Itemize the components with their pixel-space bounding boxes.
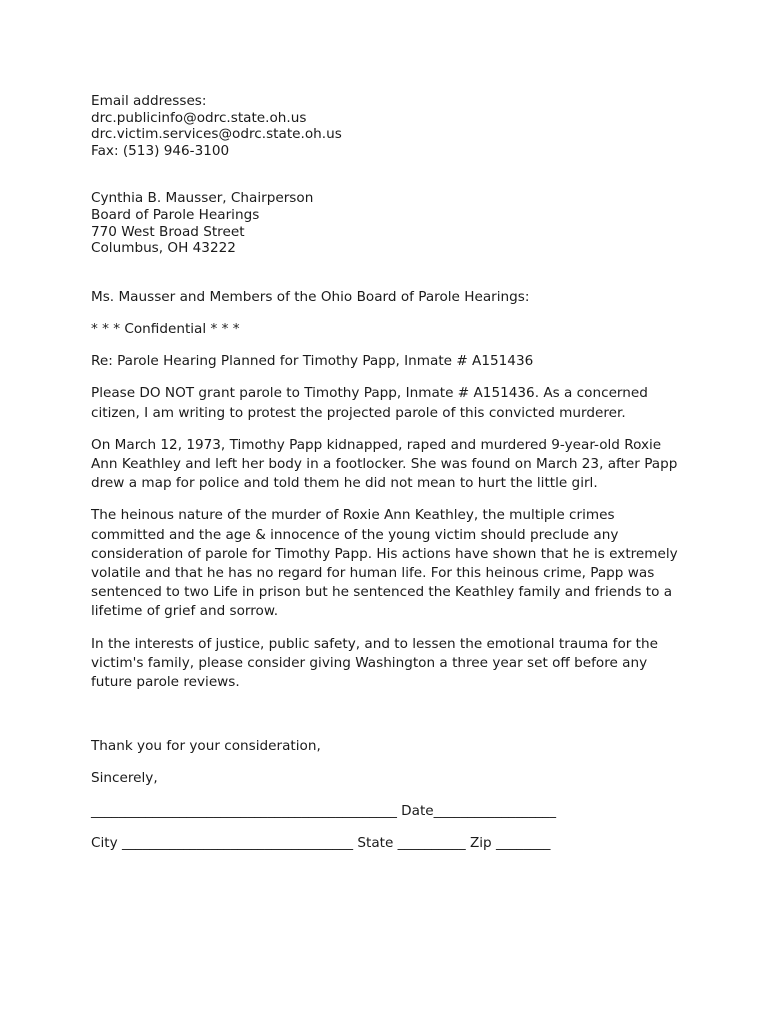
contact-info xyxy=(91,93,681,159)
recipient-name: Cynthia B. Mausser, Chairperson xyxy=(91,190,314,207)
email-address-publicinfo: drc.publicinfo@odrc.state.oh.us xyxy=(91,109,307,126)
subject-line: Re: Parole Hearing Planned for Timothy Papp, Inmate # A151436 xyxy=(91,353,534,370)
recipient-city-state-zip: Columbus, OH 43222 xyxy=(91,240,236,257)
city-state-zip-line: City __________________________________ State __________ Zip ________ xyxy=(91,834,551,851)
paragraph-2: On March 12, 1973, Timothy Papp kidnapped, raped and murdered 9-year-old Roxie Ann Keathley and left her body in a footlocker. She was found on March 23, after Papp drew a map for police and told them he did not mean to hurt the little girl. xyxy=(91,436,678,492)
recipient-street: 770 West Broad Street xyxy=(91,223,245,240)
signature-date-line: _____________________________________________ Date__________________ xyxy=(91,802,557,819)
email-address-victim-services: drc.victim.services@odrc.state.oh.us xyxy=(91,126,342,143)
confidential-marker: * * * Confidential * * * xyxy=(91,320,240,337)
recipient-organization: Board of Parole Hearings xyxy=(91,206,260,223)
thanks-line: Thank you for your consideration, xyxy=(91,738,321,755)
email-label: Email addresses: xyxy=(91,93,207,109)
paragraph-4: In the interests of justice, public safety, and to lessen the emotional trauma for the victim's family, please consider giving Washington a three year set off before any future parole reviews. xyxy=(91,635,658,690)
paragraph-3: The heinous nature of the murder of Roxie Ann Keathley, the multiple crimes committed and the age & innocence of the young victim should preclude any consideration of parole for Timothy Papp. His actions have shown that he is extremely volatile and that he has no regard for human life. For this heinous crime, Papp was sentenced to two Life in prison but he sentenced the Keathley family and friends to a lifetime of grief and sorrow. xyxy=(91,507,678,620)
paragraph-1: Please DO NOT grant parole to Timothy Papp, Inmate # A151436. As a concerned citizen, I am writing to protest the projected parole of this convicted murderer. xyxy=(91,385,648,421)
closing: Sincerely, xyxy=(91,770,158,787)
letter-body xyxy=(91,93,681,853)
recipient-address xyxy=(91,190,681,256)
fax-number: Fax: (513) 946-3100 xyxy=(91,142,230,159)
salutation: Ms. Mausser and Members of the Ohio Board of Parole Hearings: xyxy=(91,288,530,305)
